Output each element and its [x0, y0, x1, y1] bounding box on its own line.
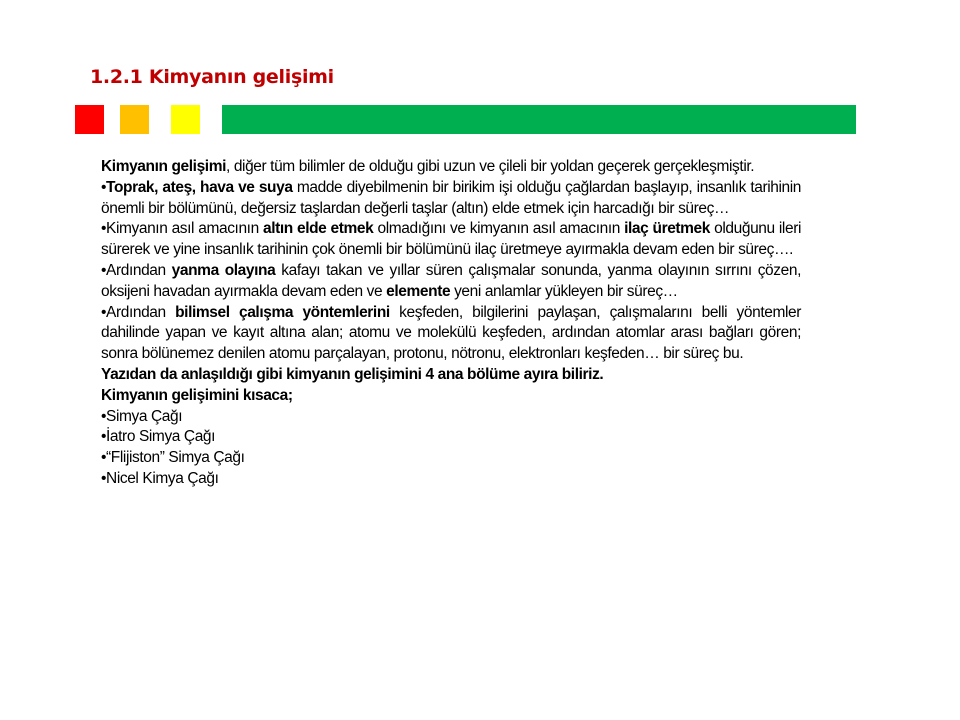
- paragraph-scientific: •Ardından bilimsel çalışma yöntemlerini keşfeden, bilgilerini paylaşan, çalışmalarını belli yöntemler dahilinde yapan ve kayıt altına alan; atomu ve molekülü keşfeden, ardından atomlar arası bağları gören; sonra bölünemez denilen atomu parçalayan, protonu, nötronu, elektronları keşfeden… bir süreç bu.: [101, 303, 801, 363]
- list-item: •“Flijiston” Simya Çağı: [101, 449, 245, 467]
- orange-square: [120, 105, 149, 134]
- paragraph-combustion: •Ardından yanma olayına kafayı takan ve yıllar süren çalışmalar sonunda, yanma olayının sırrını çözen, oksijeni havadan ayırmakla devam eden ve elemente yeni anlamlar yükleyen bir süreç…: [101, 261, 801, 300]
- list-item: •İatro Simya Çağı: [101, 428, 216, 446]
- yellow-square: [171, 105, 200, 134]
- paragraph-medicine: •Kimyanın asıl amacının altın elde etmek olmadığını ve kimyanın asıl amacının ilaç üretmek olduğunu ileri sürerek ve yine insanlık tarihinin çok önemli bir bölümünü ilaç üretmeye ayırmakla devam eden bir süreç….: [101, 220, 801, 259]
- list-item: •Nicel Kimya Çağı: [101, 469, 219, 487]
- body-text: [101, 157, 801, 490]
- red-square: [75, 105, 104, 134]
- green-bar: [222, 105, 856, 134]
- summary-intro: Kimyanın gelişimini kısaca;: [101, 386, 293, 404]
- list-item: •Simya Çağı: [101, 407, 183, 425]
- slide-title: 1.2.1 Kimyanın gelişimi: [90, 66, 334, 88]
- paragraph-elements: •Toprak, ateş, hava ve suya madde diyebilmenin bir birikim işi olduğu çağlardan başlayıp, insanlık tarihinin önemli bir bölümünü, değersiz taşlardan değerli taşlar (altın) elde etmek için harcadığı bir süreç…: [101, 178, 801, 217]
- paragraph-intro: Kimyanın gelişimi, diğer tüm bilimler de olduğu gibi uzun ve çileli bir yoldan geçerek gerçekleşmiştir.: [101, 158, 755, 175]
- summary-line: Yazıdan da anlaşıldığı gibi kimyanın gelişimini 4 ana bölüme ayıra biliriz.: [101, 365, 604, 383]
